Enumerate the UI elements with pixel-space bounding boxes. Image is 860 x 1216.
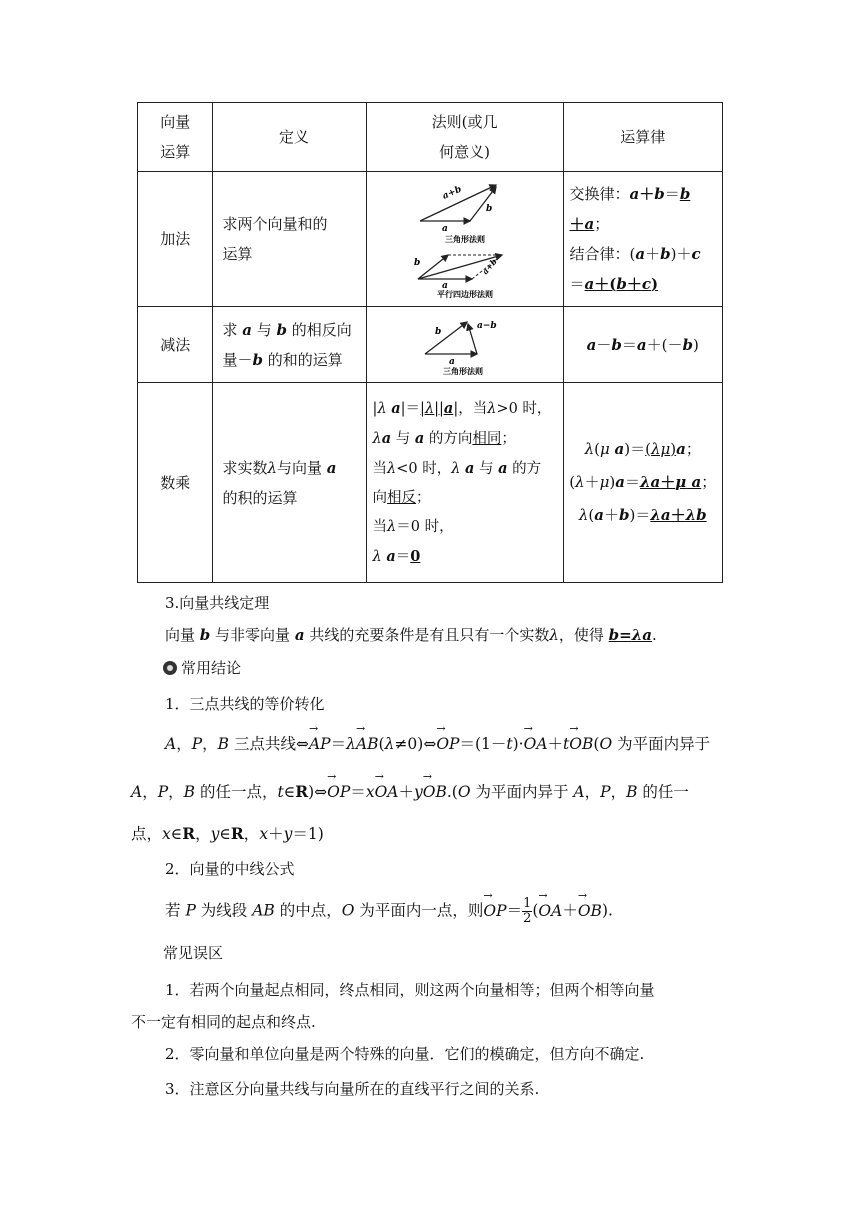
row-name: 减法 [138,307,213,383]
mistakes-heading: 常见误区 [163,944,224,962]
header-laws: 运算律 [563,103,722,172]
conclusion-2-text: 若 P 为线段 AB 的中点，O 为平面内一点，则→ OP＝ $\frac{1}{2}$ (→ OA＋→ OB). [165,897,613,926]
mistake-1-line-2: 不一定有相同的起点和终点. [131,1013,316,1031]
table-row-scalar [138,383,723,583]
svg-text:a−b: a−b [476,320,497,331]
mistake-3: 3．注意区分向量共线与向量所在的直线平行之间的关系. [165,1080,540,1098]
subtraction-diagram [366,307,563,383]
svg-text:a: a [441,281,448,291]
section3-title: 3.向量共线定理 [165,594,270,612]
svg-text:三角形法则: 三角形法则 [444,234,485,244]
row-name: 数乘 [138,383,213,583]
row-definition: 求两个向量和的 运算 [213,172,366,307]
conclusion-2-title: 2．向量的中线公式 [165,860,295,878]
conclusion-1-line-1: A，P，B 三点共线⇔→ AP＝λ→ AB(λ≠0)⇔→ OP＝(1－t)·→ OA＋t→ OB(O 为平面内异于 [165,732,710,754]
addition-diagram [366,172,563,307]
svg-text:a: a [448,356,455,367]
row-laws: λ(μ a)＝(λμ)a； (λ＋μ)a＝λa＋μ a； λ(a＋b)＝λa＋λb [563,383,722,583]
conclusion-1-title: 1．三点共线的等价转化 [165,695,325,713]
svg-text:a+b: a+b [440,184,463,202]
svg-text:三角形法则: 三角形法则 [442,365,483,376]
row-rule: |λ a|＝|λ||a|，当λ>0 时， λa 与 a 的方向相同； 当λ<0 时，λ a 与 a 的方 向相反； 当λ＝0 时， λ a＝0 [366,383,563,583]
subtraction-rule-figure [415,314,515,376]
table-row-addition [138,172,723,307]
svg-text:a+b: a+b [479,256,499,277]
section3-text: 向量 b 与非零向量 a 共线的充要条件是有且只有一个实数λ，使得 b=λa. [165,626,657,644]
svg-text:a: a [441,224,448,234]
header-operation: 向量 运算 [138,103,213,172]
conclusion-1-line-2: A，P，B 的任一点，t∈R)⇔→ OP＝x→ OA＋y→ OB.(O 为平面内异于 A，P，B 的任一 [131,780,689,802]
conclusion-1-line-3: 点，x∈R，y∈R，x＋y＝1) [131,824,324,843]
mistake-1-line-1: 1．若两个向量起点相同，终点相同，则这两个向量相等；但两个相等向量 [165,981,655,999]
row-definition: 求实数λ与向量 a 的积的运算 [213,383,366,583]
svg-text:b: b [485,204,492,214]
table-header-row [138,103,723,172]
vector-operations-table [137,102,723,583]
addition-rule-figure [410,179,520,299]
row-laws: 交换律：a＋b＝b ＋a； 结合律：(a＋b)＋c ＝a＋(b＋c) [563,172,722,307]
svg-text:b: b [434,326,441,337]
row-name: 加法 [138,172,213,307]
smile-icon [163,661,177,675]
svg-text:平行四边形法则: 平行四边形法则 [436,289,493,299]
header-definition: 定义 [213,103,366,172]
svg-text:b: b [413,258,420,268]
header-rule: 法则(或几 何意义) [366,103,563,172]
table-row-subtraction [138,307,723,383]
mistake-2: 2．零向量和单位向量是两个特殊的向量．它们的模确定，但方向不确定. [165,1045,645,1063]
common-conclusions-heading: 常用结论 [163,657,241,678]
row-laws: a－b＝a＋(－b) [563,307,722,383]
row-definition: 求 a 与 b 的相反向 量－b 的和的运算 [213,307,366,383]
